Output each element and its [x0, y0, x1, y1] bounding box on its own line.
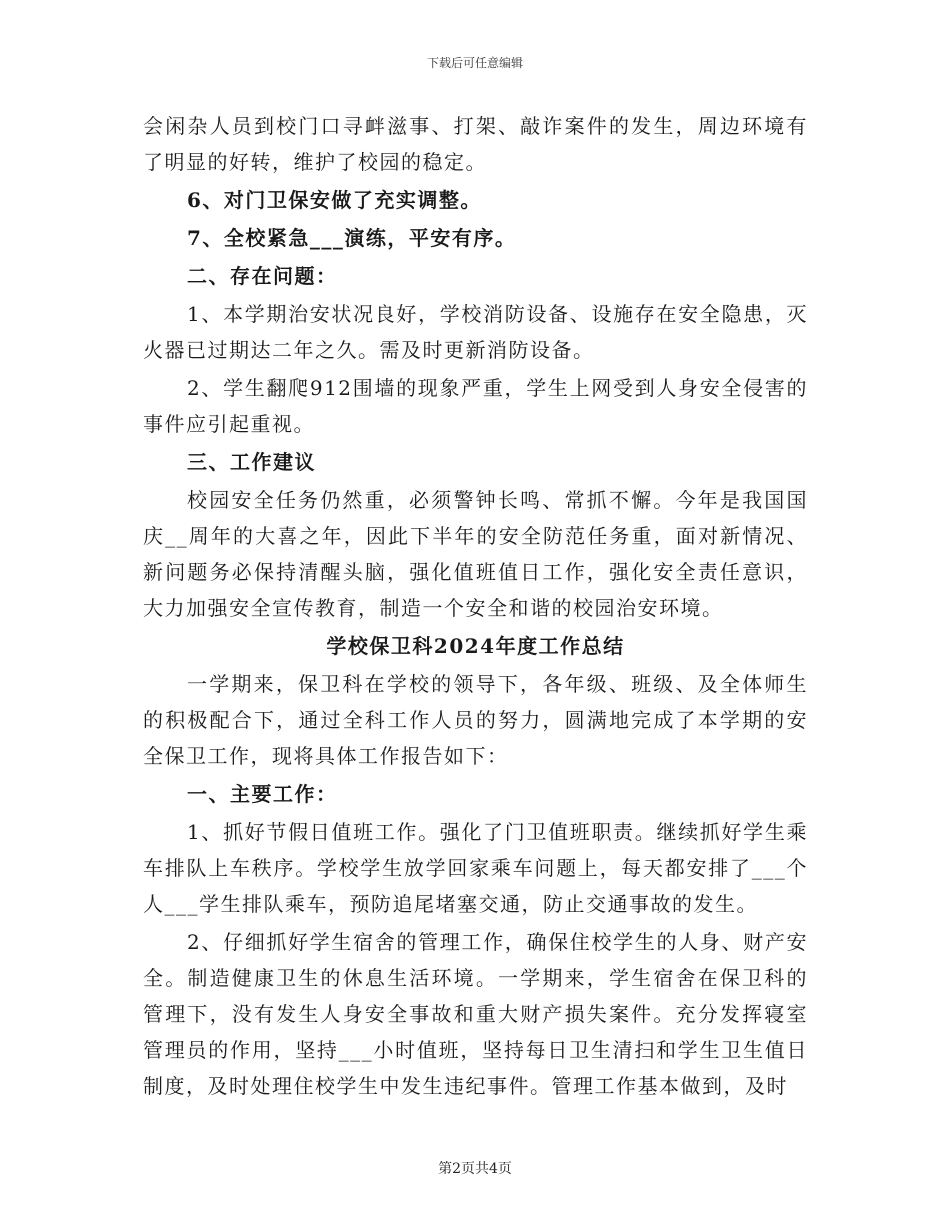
document-body	[143, 108, 808, 1104]
suggestion-paragraph: 校园安全任务仍然重，必须警钟长鸣、常抓不懈。今年是我国国庆__周年的大喜之年，因此下半年的安全防范任务重，面对新情况、新问题务必保持清醒头脑，强化值班值日工作，强化安全责任意识，大力加强安全宣传教育，制造一个安全和谐的校园治安环境。	[143, 488, 808, 620]
section-3-heading: 三、工作建议	[187, 450, 316, 474]
page-header-note: 下载后可任意编辑	[426, 56, 523, 70]
work-2-paragraph: 2、仔细抓好学生宿舍的管理工作，确保住校学生的人身、财产安全。制造健康卫生的休息生活环境。一学期来，学生宿舍在保卫科的管理下，没有发生人身安全事故和重大财产损失案件。充分发挥寝室管理员的作用，坚持___小时值班，坚持每日卫生清扫和学生卫生值日制度，及时处理住校学生中发生违纪事件。管理工作基本做到，及时	[143, 930, 808, 1098]
page-number: 第2页共4页	[438, 1161, 512, 1177]
document-title: 学校保卫科2024年度工作总结	[326, 634, 625, 658]
work-1-paragraph: 1、抓好节假日值班工作。强化了门卫值班职责。继续抓好学生乘车排队上车秩序。学校学生放学回家乘车问题上，每天都安排了___个人___学生排队乘车，预防追尾堵塞交通，防止交通事故的发生。	[143, 820, 808, 916]
paragraph-continuation: 会闲杂人员到校门口寻衅滋事、打架、敲诈案件的发生，周边环境有了明显的好转，维护了校园的稳定。	[143, 114, 808, 174]
item-6-heading: 6、对门卫保安做了充实调整。	[187, 188, 482, 212]
problem-2-paragraph: 2、学生翻爬912围墙的现象严重，学生上网受到人身安全侵害的事件应引起重视。	[143, 376, 808, 436]
problem-1-paragraph: 1、本学期治安状况良好，学校消防设备、设施存在安全隐患，灭火器已过期达二年之久。需及时更新消防设备。	[143, 302, 808, 362]
item-7-heading: 7、全校紧急___演练，平安有序。	[187, 226, 517, 250]
intro-paragraph: 一学期来，保卫科在学校的领导下，各年级、班级、及全体师生的积极配合下，通过全科工作人员的努力，圆满地完成了本学期的安全保卫工作，现将具体工作报告如下：	[143, 672, 808, 768]
section-1-heading: 一、主要工作：	[187, 782, 338, 806]
section-2-heading: 二、存在问题：	[187, 264, 338, 288]
